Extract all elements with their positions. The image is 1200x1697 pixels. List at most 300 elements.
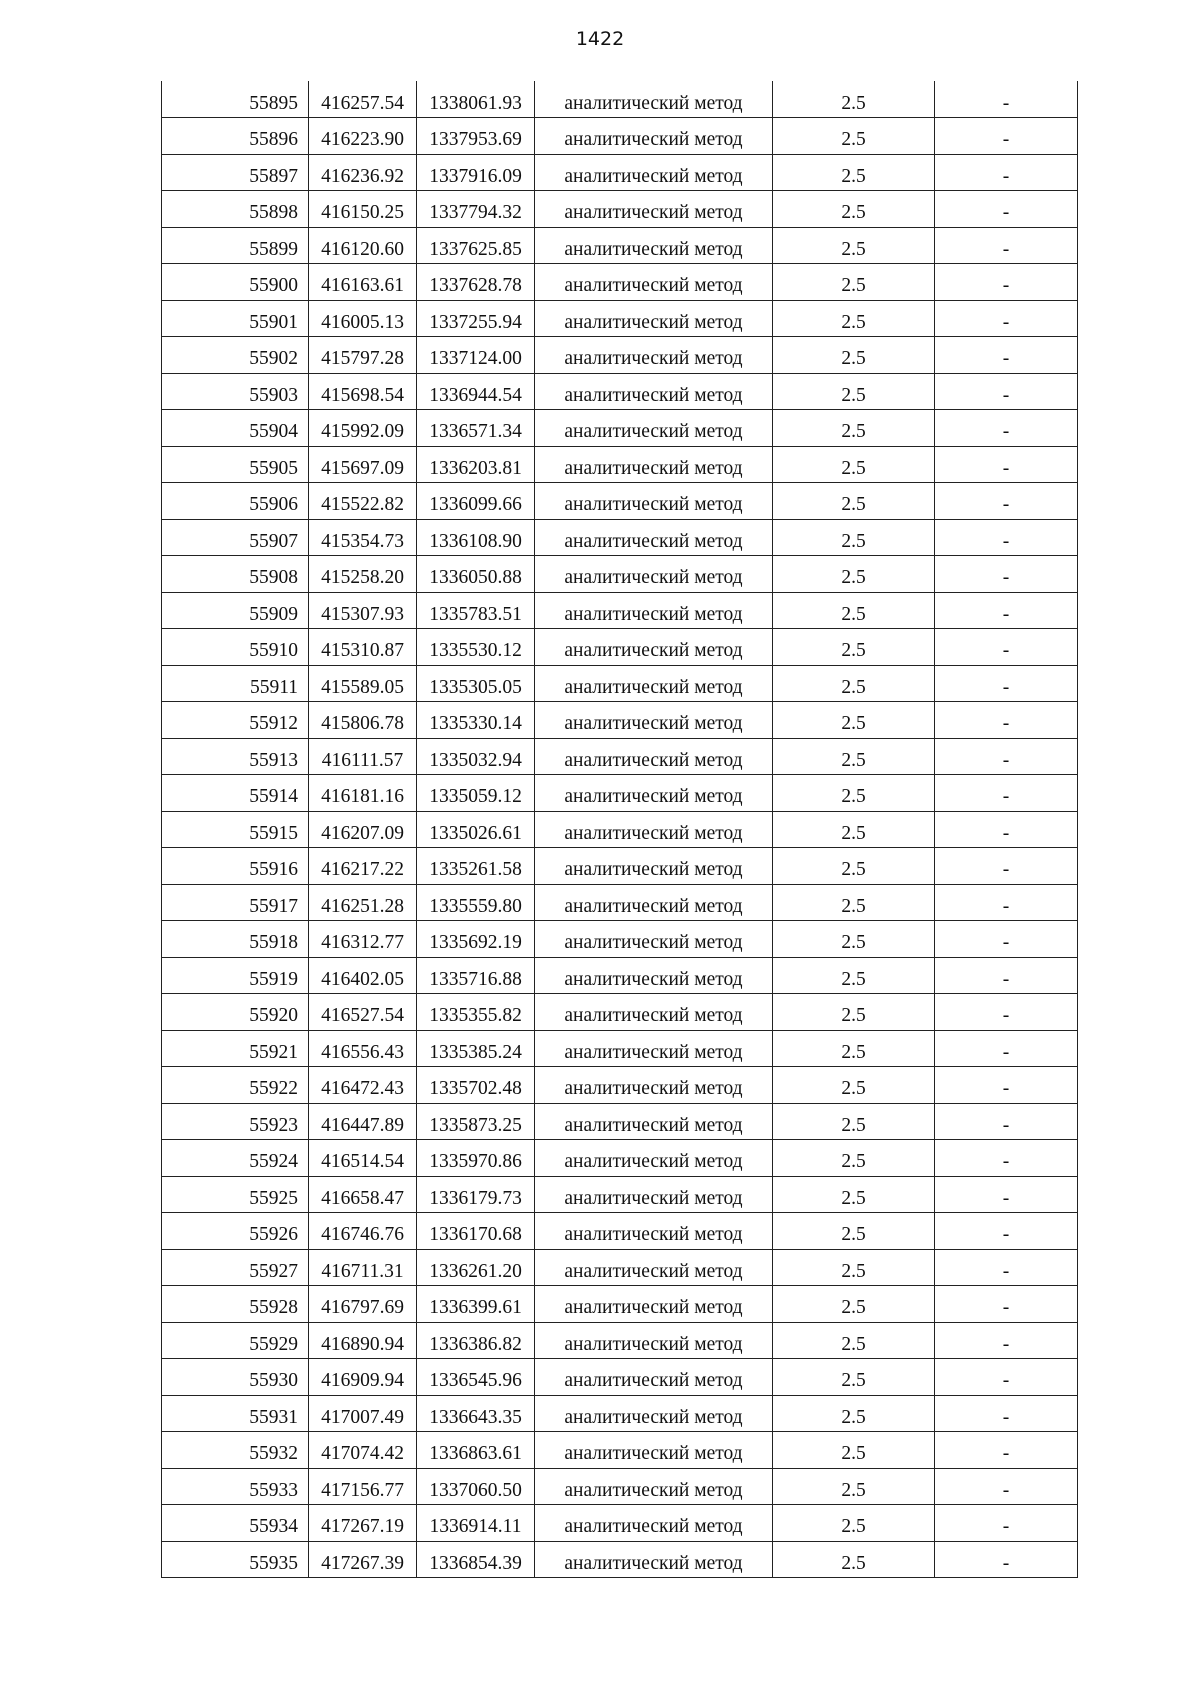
note-cell-text: - (1002, 603, 1010, 625)
accuracy-cell (773, 118, 935, 155)
method-cell (535, 592, 773, 629)
note-cell-text: - (1002, 421, 1010, 442)
x-coordinate-cell-text: 415992.09 (321, 421, 404, 442)
accuracy-cell-text: 2.5 (841, 1443, 866, 1464)
accuracy-cell (773, 811, 935, 848)
accuracy-cell-text: 2.5 (841, 1114, 866, 1136)
note-cell (935, 337, 1078, 374)
note-cell (935, 373, 1078, 410)
note-cell (935, 264, 1078, 301)
x-coordinate-cell (309, 665, 417, 702)
accuracy-cell (773, 1030, 935, 1067)
x-coordinate-cell-text: 415310.87 (321, 640, 404, 661)
point-number-cell-text: 55923 (249, 1114, 298, 1136)
method-cell (535, 1322, 773, 1359)
x-coordinate-cell-text: 416207.09 (321, 822, 404, 844)
x-coordinate-cell-text: 416111.57 (321, 749, 404, 771)
point-number-cell (162, 1432, 309, 1469)
accuracy-cell (773, 1505, 935, 1542)
accuracy-cell (773, 592, 935, 629)
y-coordinate-cell-text: 1337916.09 (429, 165, 522, 187)
x-coordinate-cell (309, 592, 417, 629)
point-number-cell (162, 191, 309, 228)
y-coordinate-cell (417, 373, 535, 410)
note-cell (935, 1103, 1078, 1140)
x-coordinate-cell (309, 994, 417, 1031)
point-number-cell (162, 81, 309, 118)
accuracy-cell-text: 2.5 (841, 567, 866, 588)
note-cell (935, 556, 1078, 593)
method-cell-text: аналитический метод (564, 1187, 743, 1209)
table-row (162, 1505, 1078, 1542)
x-coordinate-cell (309, 775, 417, 812)
x-coordinate-cell-text: 417156.77 (321, 1479, 404, 1501)
point-number-cell-text: 55906 (249, 494, 298, 515)
y-coordinate-cell (417, 337, 535, 374)
x-coordinate-cell-text: 416120.60 (321, 238, 404, 260)
x-coordinate-cell-text: 415697.09 (321, 457, 404, 479)
y-coordinate-cell-text: 1336643.35 (429, 1406, 522, 1428)
accuracy-cell-text: 2.5 (841, 1224, 866, 1245)
x-coordinate-cell (309, 300, 417, 337)
x-coordinate-cell-text: 416909.94 (321, 1370, 404, 1391)
y-coordinate-cell-text: 1335330.14 (429, 713, 522, 734)
note-cell (935, 191, 1078, 228)
method-cell-text: аналитический метод (564, 1114, 743, 1136)
point-number-cell-text: 55895 (249, 92, 298, 114)
y-coordinate-cell (417, 592, 535, 629)
point-number-cell (162, 1286, 309, 1323)
note-cell-text: - (1002, 202, 1010, 223)
method-cell-text: аналитический метод (564, 676, 743, 698)
point-number-cell-text: 55908 (249, 567, 298, 588)
x-coordinate-cell (309, 264, 417, 301)
note-cell-text: - (1002, 640, 1010, 661)
point-number-cell (162, 446, 309, 483)
x-coordinate-cell-text: 415258.20 (321, 567, 404, 588)
note-cell-text: - (1002, 676, 1010, 698)
x-coordinate-cell (309, 118, 417, 155)
table-row (162, 337, 1078, 374)
accuracy-cell (773, 775, 935, 812)
point-number-cell-text: 55905 (249, 457, 298, 479)
x-coordinate-cell-text: 416181.16 (321, 786, 404, 807)
method-cell-text: аналитический метод (564, 859, 743, 880)
x-coordinate-cell-text: 416746.76 (321, 1224, 404, 1245)
method-cell (535, 848, 773, 885)
y-coordinate-cell-text: 1336571.34 (429, 421, 522, 442)
note-cell-text: - (1002, 1151, 1010, 1172)
accuracy-cell-text: 2.5 (841, 494, 866, 515)
y-coordinate-cell-text: 1335059.12 (429, 786, 522, 807)
method-cell (535, 483, 773, 520)
y-coordinate-cell-text: 1335702.48 (429, 1078, 522, 1099)
method-cell (535, 957, 773, 994)
y-coordinate-cell (417, 1468, 535, 1505)
table-row (162, 665, 1078, 702)
method-cell (535, 1067, 773, 1104)
y-coordinate-cell-text: 1335026.61 (429, 822, 522, 844)
point-number-cell-text: 55925 (249, 1187, 298, 1209)
note-cell (935, 811, 1078, 848)
accuracy-cell-text: 2.5 (841, 1333, 866, 1355)
method-cell-text: аналитический метод (564, 1005, 743, 1026)
point-number-cell (162, 1067, 309, 1104)
table-row (162, 446, 1078, 483)
x-coordinate-cell (309, 1140, 417, 1177)
accuracy-cell-text: 2.5 (841, 129, 866, 150)
point-number-cell (162, 1541, 309, 1578)
method-cell-text: аналитический метод (564, 421, 743, 442)
method-cell (535, 1249, 773, 1286)
accuracy-cell (773, 738, 935, 775)
point-number-cell (162, 300, 309, 337)
accuracy-cell-text: 2.5 (841, 1041, 866, 1063)
point-number-cell-text: 55922 (249, 1078, 298, 1099)
accuracy-cell (773, 1359, 935, 1396)
method-cell-text: аналитический метод (564, 311, 743, 333)
method-cell (535, 1286, 773, 1323)
x-coordinate-cell (309, 1432, 417, 1469)
method-cell (535, 1359, 773, 1396)
note-cell-text: - (1002, 932, 1010, 953)
note-cell-text: - (1002, 1041, 1010, 1063)
x-coordinate-cell-text: 417007.49 (321, 1406, 404, 1428)
point-number-cell-text: 55907 (249, 530, 298, 552)
y-coordinate-cell (417, 775, 535, 812)
accuracy-cell (773, 1213, 935, 1250)
x-coordinate-cell-text: 415797.28 (321, 348, 404, 369)
note-cell (935, 483, 1078, 520)
point-number-cell-text: 55913 (249, 749, 298, 771)
accuracy-cell (773, 1468, 935, 1505)
method-cell-text: аналитический метод (564, 1479, 743, 1501)
note-cell-text: - (1002, 92, 1010, 114)
method-cell (535, 191, 773, 228)
point-number-cell-text: 55929 (249, 1333, 298, 1355)
point-number-cell (162, 483, 309, 520)
table-row (162, 775, 1078, 812)
point-number-cell-text: 55902 (249, 348, 298, 369)
x-coordinate-cell-text: 415354.73 (321, 530, 404, 552)
point-number-cell-text: 55900 (249, 275, 298, 296)
y-coordinate-cell-text: 1335261.58 (429, 859, 522, 880)
point-number-cell (162, 1140, 309, 1177)
y-coordinate-cell (417, 994, 535, 1031)
table-row (162, 81, 1078, 118)
y-coordinate-cell-text: 1336099.66 (429, 494, 522, 515)
x-coordinate-cell-text: 416312.77 (321, 932, 404, 953)
accuracy-cell (773, 921, 935, 958)
x-coordinate-cell (309, 154, 417, 191)
note-cell-text: - (1002, 384, 1010, 406)
accuracy-cell-text: 2.5 (841, 895, 866, 917)
note-cell-text: - (1002, 1224, 1010, 1245)
accuracy-cell (773, 264, 935, 301)
accuracy-cell (773, 483, 935, 520)
accuracy-cell (773, 227, 935, 264)
accuracy-cell (773, 994, 935, 1031)
table-row (162, 629, 1078, 666)
note-cell (935, 118, 1078, 155)
note-cell (935, 81, 1078, 118)
table-row (162, 1286, 1078, 1323)
accuracy-cell (773, 1322, 935, 1359)
note-cell (935, 1067, 1078, 1104)
y-coordinate-cell-text: 1336050.88 (429, 567, 522, 588)
x-coordinate-cell-text: 416005.13 (321, 311, 404, 333)
note-cell-text: - (1002, 1406, 1010, 1428)
table-row (162, 519, 1078, 556)
table-row (162, 957, 1078, 994)
note-cell (935, 775, 1078, 812)
y-coordinate-cell (417, 1286, 535, 1323)
note-cell (935, 1030, 1078, 1067)
note-cell (935, 1395, 1078, 1432)
accuracy-cell (773, 1395, 935, 1432)
y-coordinate-cell (417, 118, 535, 155)
x-coordinate-cell (309, 337, 417, 374)
note-cell (935, 738, 1078, 775)
point-number-cell-text: 55926 (249, 1224, 298, 1245)
x-coordinate-cell (309, 702, 417, 739)
note-cell (935, 300, 1078, 337)
point-number-cell (162, 1505, 309, 1542)
x-coordinate-cell-text: 416472.43 (321, 1078, 404, 1099)
x-coordinate-cell-text: 416711.31 (321, 1260, 404, 1282)
method-cell-text: аналитический метод (564, 713, 743, 734)
method-cell-text: аналитический метод (564, 749, 743, 771)
note-cell-text: - (1002, 1333, 1010, 1355)
x-coordinate-cell (309, 738, 417, 775)
note-cell-text: - (1002, 786, 1010, 807)
method-cell (535, 446, 773, 483)
accuracy-cell-text: 2.5 (841, 530, 866, 552)
method-cell-text: аналитический метод (564, 968, 743, 990)
note-cell (935, 665, 1078, 702)
x-coordinate-cell-text: 416251.28 (321, 895, 404, 917)
x-coordinate-cell-text: 416402.05 (321, 968, 404, 990)
x-coordinate-cell-text: 417267.19 (321, 1516, 404, 1537)
accuracy-cell-text: 2.5 (841, 640, 866, 661)
accuracy-cell (773, 154, 935, 191)
note-cell (935, 1286, 1078, 1323)
table-row (162, 264, 1078, 301)
x-coordinate-cell (309, 957, 417, 994)
point-number-cell-text: 55932 (249, 1443, 298, 1464)
method-cell-text: аналитический метод (564, 567, 743, 588)
note-cell-text: - (1002, 1443, 1010, 1464)
table-row (162, 483, 1078, 520)
table-row (162, 1359, 1078, 1396)
accuracy-cell-text: 2.5 (841, 968, 866, 990)
point-number-cell (162, 994, 309, 1031)
y-coordinate-cell (417, 81, 535, 118)
y-coordinate-cell (417, 1432, 535, 1469)
note-cell (935, 994, 1078, 1031)
accuracy-cell-text: 2.5 (841, 165, 866, 187)
y-coordinate-cell (417, 446, 535, 483)
note-cell (935, 410, 1078, 447)
y-coordinate-cell-text: 1337953.69 (429, 129, 522, 150)
note-cell-text: - (1002, 1078, 1010, 1099)
x-coordinate-cell (309, 519, 417, 556)
x-coordinate-cell (309, 1176, 417, 1213)
y-coordinate-cell-text: 1336854.39 (429, 1552, 522, 1574)
y-coordinate-cell (417, 1395, 535, 1432)
method-cell (535, 702, 773, 739)
point-number-cell (162, 1103, 309, 1140)
accuracy-cell (773, 446, 935, 483)
x-coordinate-cell (309, 1103, 417, 1140)
method-cell (535, 921, 773, 958)
method-cell (535, 1541, 773, 1578)
point-number-cell-text: 55912 (249, 713, 298, 734)
method-cell (535, 775, 773, 812)
accuracy-cell (773, 191, 935, 228)
accuracy-cell-text: 2.5 (841, 1151, 866, 1172)
point-number-cell (162, 1030, 309, 1067)
note-cell-text: - (1002, 713, 1010, 734)
y-coordinate-cell (417, 1322, 535, 1359)
x-coordinate-cell-text: 416797.69 (321, 1297, 404, 1318)
x-coordinate-cell (309, 556, 417, 593)
point-number-cell (162, 373, 309, 410)
point-number-cell-text: 55935 (249, 1552, 298, 1574)
coordinates-table (161, 81, 1078, 1578)
note-cell-text: - (1002, 1370, 1010, 1391)
note-cell-text: - (1002, 457, 1010, 479)
note-cell (935, 848, 1078, 885)
y-coordinate-cell-text: 1335559.80 (429, 895, 522, 917)
point-number-cell-text: 55921 (249, 1041, 298, 1063)
note-cell-text: - (1002, 238, 1010, 260)
method-cell-text: аналитический метод (564, 1151, 743, 1172)
accuracy-cell (773, 373, 935, 410)
y-coordinate-cell-text: 1335385.24 (429, 1041, 522, 1063)
accuracy-cell-text: 2.5 (841, 1078, 866, 1099)
y-coordinate-cell (417, 1103, 535, 1140)
point-number-cell (162, 1176, 309, 1213)
accuracy-cell (773, 884, 935, 921)
x-coordinate-cell (309, 1359, 417, 1396)
note-cell-text: - (1002, 1516, 1010, 1537)
method-cell (535, 1140, 773, 1177)
method-cell (535, 337, 773, 374)
note-cell (935, 1432, 1078, 1469)
x-coordinate-cell (309, 227, 417, 264)
x-coordinate-cell (309, 191, 417, 228)
point-number-cell-text: 55918 (249, 932, 298, 953)
accuracy-cell-text: 2.5 (841, 1260, 866, 1282)
table-row (162, 592, 1078, 629)
y-coordinate-cell-text: 1335783.51 (429, 603, 522, 625)
point-number-cell-text: 55904 (249, 421, 298, 442)
accuracy-cell-text: 2.5 (841, 859, 866, 880)
x-coordinate-cell-text: 416514.54 (321, 1151, 404, 1172)
method-cell (535, 1432, 773, 1469)
point-number-cell (162, 1322, 309, 1359)
y-coordinate-cell-text: 1336179.73 (429, 1187, 522, 1209)
table-row (162, 1213, 1078, 1250)
point-number-cell-text: 55927 (249, 1260, 298, 1282)
point-number-cell-text: 55911 (249, 676, 298, 698)
method-cell-text: аналитический метод (564, 494, 743, 515)
table-row (162, 702, 1078, 739)
accuracy-cell (773, 1286, 935, 1323)
y-coordinate-cell-text: 1337625.85 (429, 238, 522, 260)
accuracy-cell-text: 2.5 (841, 713, 866, 734)
note-cell-text: - (1002, 275, 1010, 296)
table-row (162, 1140, 1078, 1177)
accuracy-cell-text: 2.5 (841, 384, 866, 406)
note-cell-text: - (1002, 895, 1010, 917)
point-number-cell (162, 227, 309, 264)
method-cell-text: аналитический метод (564, 603, 743, 625)
table-row (162, 118, 1078, 155)
point-number-cell (162, 1249, 309, 1286)
method-cell-text: аналитический метод (564, 1041, 743, 1063)
point-number-cell-text: 55931 (249, 1406, 298, 1428)
point-number-cell-text: 55934 (249, 1516, 298, 1537)
note-cell-text: - (1002, 1297, 1010, 1318)
accuracy-cell-text: 2.5 (841, 311, 866, 333)
accuracy-cell-text: 2.5 (841, 603, 866, 625)
note-cell-text: - (1002, 530, 1010, 552)
method-cell (535, 994, 773, 1031)
note-cell-text: - (1002, 165, 1010, 187)
x-coordinate-cell-text: 416527.54 (321, 1005, 404, 1026)
point-number-cell (162, 702, 309, 739)
y-coordinate-cell (417, 811, 535, 848)
y-coordinate-cell (417, 1505, 535, 1542)
y-coordinate-cell (417, 483, 535, 520)
point-number-cell-text: 55916 (249, 859, 298, 880)
method-cell (535, 264, 773, 301)
note-cell-text: - (1002, 1552, 1010, 1574)
x-coordinate-cell (309, 446, 417, 483)
table-row (162, 154, 1078, 191)
method-cell-text: аналитический метод (564, 238, 743, 260)
point-number-cell-text: 55909 (249, 603, 298, 625)
method-cell-text: аналитический метод (564, 202, 743, 223)
table-row (162, 410, 1078, 447)
table-row (162, 1067, 1078, 1104)
table-row (162, 1468, 1078, 1505)
method-cell-text: аналитический метод (564, 786, 743, 807)
method-cell (535, 154, 773, 191)
x-coordinate-cell (309, 373, 417, 410)
table-row (162, 738, 1078, 775)
point-number-cell (162, 957, 309, 994)
accuracy-cell-text: 2.5 (841, 1187, 866, 1209)
method-cell (535, 1213, 773, 1250)
point-number-cell (162, 1213, 309, 1250)
note-cell-text: - (1002, 968, 1010, 990)
accuracy-cell (773, 702, 935, 739)
method-cell-text: аналитический метод (564, 129, 743, 150)
method-cell (535, 519, 773, 556)
method-cell-text: аналитический метод (564, 1297, 743, 1318)
point-number-cell (162, 1359, 309, 1396)
accuracy-cell (773, 1067, 935, 1104)
method-cell-text: аналитический метод (564, 1552, 743, 1574)
point-number-cell-text: 55928 (249, 1297, 298, 1318)
method-cell-text: аналитический метод (564, 1333, 743, 1355)
accuracy-cell-text: 2.5 (841, 92, 866, 114)
accuracy-cell-text: 2.5 (841, 1406, 866, 1428)
note-cell (935, 227, 1078, 264)
